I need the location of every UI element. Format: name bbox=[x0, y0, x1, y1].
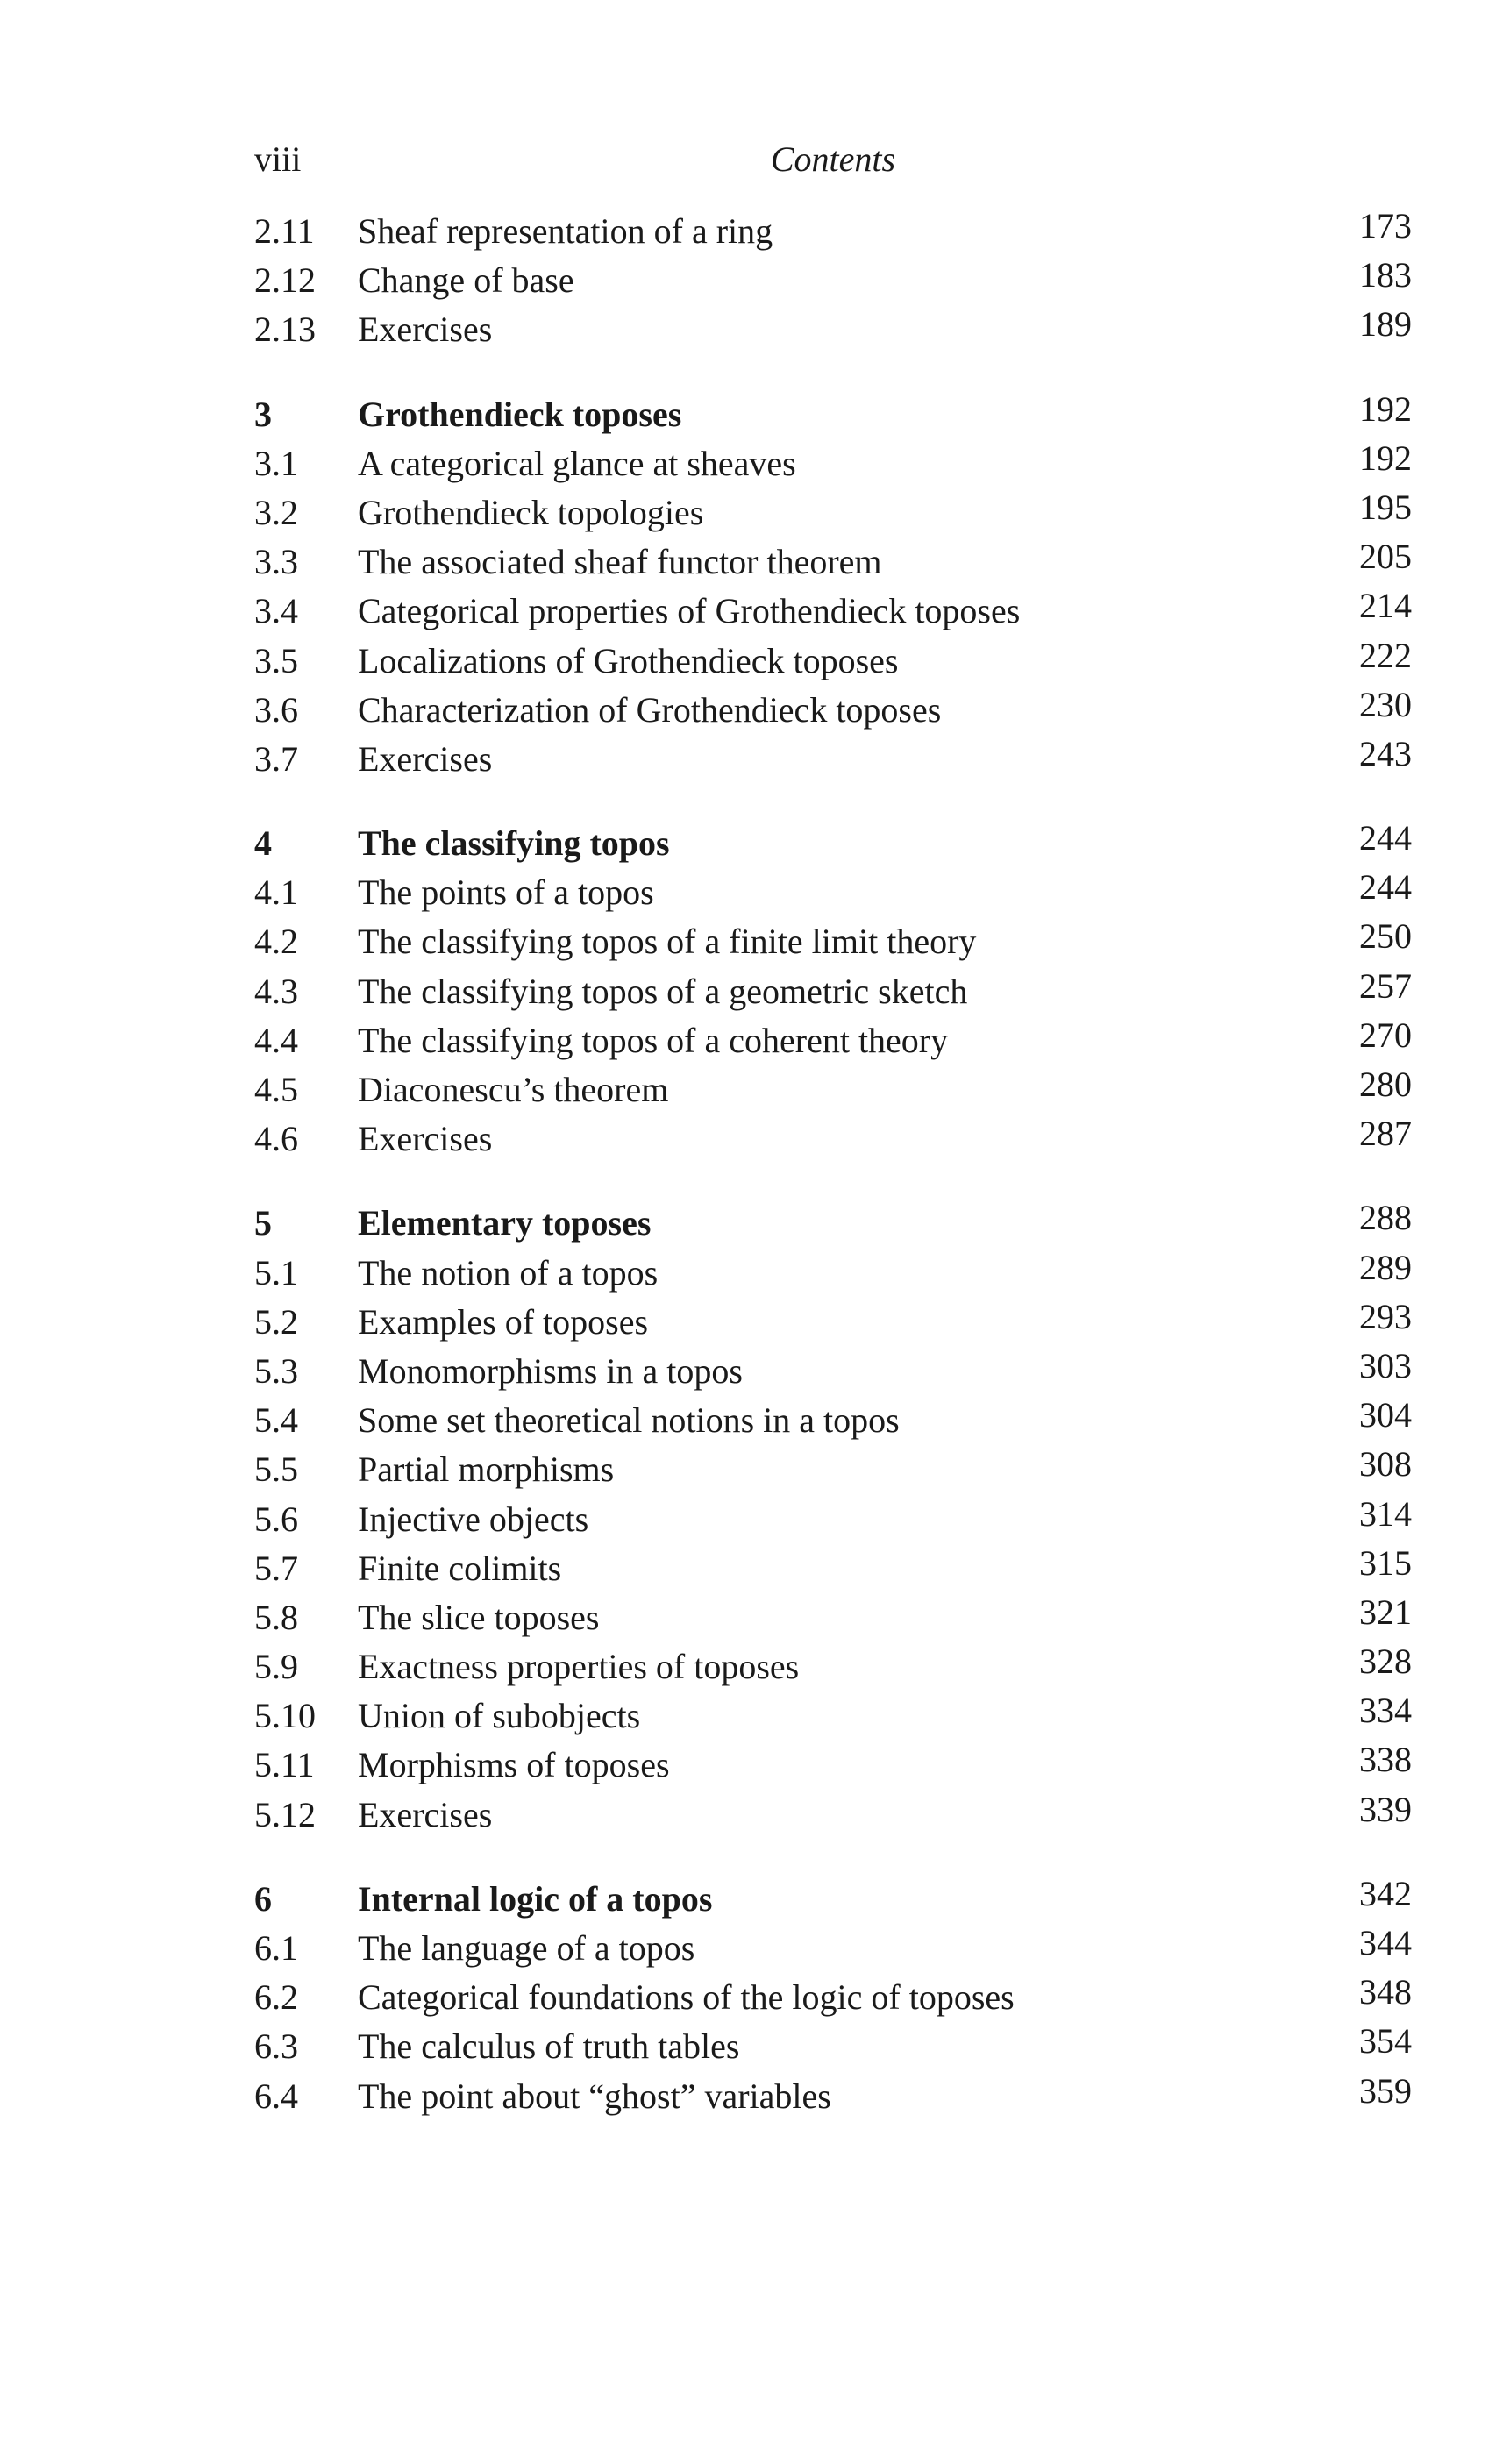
entry-page: 348 bbox=[1359, 1972, 1412, 2012]
toc-section-row bbox=[254, 488, 1412, 538]
entry-page: 173 bbox=[1359, 206, 1412, 246]
entry-title: Change of base bbox=[358, 260, 574, 301]
toc-chapter-heading bbox=[254, 819, 1412, 868]
entry-title: Localizations of Grothendieck toposes bbox=[358, 640, 899, 680]
toc-section-row bbox=[254, 1347, 1412, 1396]
toc-section-row bbox=[254, 1249, 1412, 1298]
entry-page: 304 bbox=[1359, 1395, 1412, 1435]
toc-section-row bbox=[254, 1065, 1412, 1114]
entry-number: 5.9 bbox=[254, 1647, 298, 1687]
entry-title: The language of a topos bbox=[358, 1928, 695, 1968]
entry-page: 214 bbox=[1359, 586, 1412, 626]
entry-page: 303 bbox=[1359, 1345, 1412, 1385]
entry-title: Characterization of Grothendieck toposes bbox=[358, 689, 942, 730]
entry-title: Exercises bbox=[358, 1794, 493, 1834]
toc-section-row bbox=[254, 256, 1412, 305]
entry-page: 192 bbox=[1359, 388, 1412, 429]
entry-number: 4 bbox=[254, 823, 272, 864]
entry-number: 5 bbox=[254, 1203, 272, 1243]
entry-page: 308 bbox=[1359, 1444, 1412, 1485]
entry-title: Morphisms of toposes bbox=[358, 1745, 670, 1785]
entry-number: 5.2 bbox=[254, 1301, 298, 1342]
entry-number: 4.4 bbox=[254, 1020, 298, 1060]
entry-number: 5.5 bbox=[254, 1449, 298, 1490]
entry-title: The point about “ghost” variables bbox=[358, 2076, 831, 2116]
entry-page: 344 bbox=[1359, 1923, 1412, 1962]
entry-page: 243 bbox=[1359, 733, 1412, 773]
entry-number: 5.3 bbox=[254, 1350, 298, 1391]
toc-section-row bbox=[254, 1924, 1412, 1973]
entry-title: Elementary toposes bbox=[358, 1203, 652, 1243]
toc-section-row bbox=[254, 967, 1412, 1016]
entry-number: 4.1 bbox=[254, 872, 298, 913]
toc-chapter-heading bbox=[254, 1199, 1412, 1248]
entry-number: 6.4 bbox=[254, 2076, 298, 2116]
running-head bbox=[254, 139, 1412, 188]
entry-number: 3.2 bbox=[254, 492, 298, 532]
entry-page: 339 bbox=[1359, 1789, 1412, 1829]
entry-title: Exercises bbox=[358, 738, 493, 779]
toc-section-row bbox=[254, 735, 1412, 784]
entry-page: 359 bbox=[1359, 2070, 1412, 2111]
entry-number: 3.5 bbox=[254, 640, 298, 680]
entry-number: 5.11 bbox=[254, 1745, 315, 1785]
entry-page: 270 bbox=[1359, 1015, 1412, 1055]
entry-number: 5.10 bbox=[254, 1696, 316, 1736]
entry-page: 315 bbox=[1359, 1542, 1412, 1583]
entry-title: Monomorphisms in a topos bbox=[358, 1350, 743, 1391]
entry-number: 2.13 bbox=[254, 310, 316, 350]
entry-number: 3.7 bbox=[254, 738, 298, 779]
entry-page: 354 bbox=[1359, 2021, 1412, 2062]
toc-chapter bbox=[254, 390, 1412, 785]
entry-title: Exactness properties of toposes bbox=[358, 1647, 800, 1687]
entry-page: 183 bbox=[1359, 255, 1412, 296]
toc-section-row bbox=[254, 1396, 1412, 1445]
table-of-contents bbox=[254, 207, 1412, 2156]
entry-number: 5.1 bbox=[254, 1252, 298, 1293]
entry-title: Exercises bbox=[358, 1119, 493, 1159]
entry-title: Injective objects bbox=[358, 1499, 589, 1539]
toc-section-row bbox=[254, 868, 1412, 917]
entry-page: 321 bbox=[1359, 1592, 1412, 1632]
toc-chapter-heading bbox=[254, 1875, 1412, 1924]
toc-chapter bbox=[254, 207, 1412, 355]
entry-title: Categorical foundations of the logic of toposes bbox=[358, 1977, 1015, 2018]
entry-page: 205 bbox=[1359, 537, 1412, 577]
toc-section-row bbox=[254, 1544, 1412, 1593]
entry-page: 250 bbox=[1359, 916, 1412, 957]
entry-title: Grothendieck topologies bbox=[358, 492, 704, 532]
entry-number: 5.6 bbox=[254, 1499, 298, 1539]
entry-title: The calculus of truth tables bbox=[358, 2026, 740, 2067]
toc-section-row bbox=[254, 587, 1412, 636]
entry-title: The slice toposes bbox=[358, 1597, 600, 1637]
entry-number: 4.3 bbox=[254, 971, 298, 1011]
entry-title: The classifying topos of a geometric sketch bbox=[358, 971, 968, 1011]
toc-chapter bbox=[254, 1875, 1412, 2121]
entry-number: 6.3 bbox=[254, 2026, 298, 2067]
entry-number: 3.4 bbox=[254, 591, 298, 631]
entry-page: 288 bbox=[1359, 1198, 1412, 1238]
toc-section-row bbox=[254, 1741, 1412, 1790]
entry-title: Categorical properties of Grothendieck toposes bbox=[358, 591, 1021, 631]
entry-page: 280 bbox=[1359, 1065, 1412, 1104]
toc-section-row bbox=[254, 305, 1412, 354]
toc-chapter bbox=[254, 819, 1412, 1164]
entry-number: 6 bbox=[254, 1878, 272, 1919]
page-number: viii bbox=[254, 139, 302, 179]
toc-section-row bbox=[254, 1114, 1412, 1164]
entry-number: 6.2 bbox=[254, 1977, 298, 2018]
toc-chapter bbox=[254, 1199, 1412, 1839]
entry-page: 222 bbox=[1359, 635, 1412, 675]
entry-page: 244 bbox=[1359, 867, 1412, 908]
entry-page: 230 bbox=[1359, 684, 1412, 724]
entry-title: The classifying topos bbox=[358, 823, 670, 864]
entry-title: Diaconescu’s theorem bbox=[358, 1070, 669, 1109]
entry-title: Union of subobjects bbox=[358, 1696, 641, 1736]
entry-title: The points of a topos bbox=[358, 872, 654, 913]
toc-section-row bbox=[254, 439, 1412, 488]
entry-title: The notion of a topos bbox=[358, 1252, 659, 1293]
toc-section-row bbox=[254, 2072, 1412, 2121]
toc-chapter-heading bbox=[254, 390, 1412, 439]
toc-section-row bbox=[254, 1691, 1412, 1741]
toc-section-row bbox=[254, 1016, 1412, 1065]
toc-section-row bbox=[254, 2022, 1412, 2071]
toc-section-row bbox=[254, 1973, 1412, 2022]
entry-number: 5.12 bbox=[254, 1794, 316, 1834]
entry-title: A categorical glance at sheaves bbox=[358, 443, 796, 483]
entry-title: Sheaf representation of a ring bbox=[358, 211, 773, 251]
entry-page: 192 bbox=[1359, 438, 1412, 478]
entry-page: 338 bbox=[1359, 1740, 1412, 1780]
entry-page: 314 bbox=[1359, 1493, 1412, 1534]
toc-section-row bbox=[254, 1298, 1412, 1347]
entry-title: The classifying topos of a coherent theory bbox=[358, 1020, 949, 1060]
entry-page: 334 bbox=[1359, 1691, 1412, 1731]
entry-title: Internal logic of a topos bbox=[358, 1878, 713, 1919]
toc-section-row bbox=[254, 917, 1412, 966]
entry-title: Partial morphisms bbox=[358, 1449, 615, 1490]
entry-number: 3.3 bbox=[254, 542, 298, 582]
entry-title: Finite colimits bbox=[358, 1548, 562, 1588]
entry-title: The classifying topos of a finite limit theory bbox=[358, 922, 977, 962]
entry-page: 257 bbox=[1359, 965, 1412, 1006]
entry-number: 5.4 bbox=[254, 1400, 298, 1441]
toc-section-row bbox=[254, 1593, 1412, 1642]
toc-section-row bbox=[254, 538, 1412, 587]
entry-number: 3 bbox=[254, 394, 272, 434]
entry-page: 195 bbox=[1359, 487, 1412, 527]
entry-page: 244 bbox=[1359, 818, 1412, 858]
toc-section-row bbox=[254, 1495, 1412, 1544]
entry-title: The associated sheaf functor theorem bbox=[358, 542, 882, 582]
entry-title: Grothendieck toposes bbox=[358, 394, 682, 434]
entry-page: 328 bbox=[1359, 1641, 1412, 1682]
entry-number: 6.1 bbox=[254, 1928, 298, 1968]
toc-section-row bbox=[254, 207, 1412, 256]
entry-number: 4.6 bbox=[254, 1119, 298, 1159]
toc-section-row bbox=[254, 1642, 1412, 1691]
entry-page: 293 bbox=[1359, 1296, 1412, 1336]
entry-page: 287 bbox=[1359, 1114, 1412, 1154]
toc-section-row bbox=[254, 637, 1412, 686]
running-title: Contents bbox=[770, 139, 896, 179]
toc-section-row bbox=[254, 686, 1412, 735]
entry-number: 3.6 bbox=[254, 689, 298, 730]
entry-number: 2.12 bbox=[254, 260, 316, 301]
entry-number: 4.5 bbox=[254, 1070, 298, 1109]
toc-section-row bbox=[254, 1445, 1412, 1494]
entry-title: Some set theoretical notions in a topos bbox=[358, 1400, 900, 1441]
entry-number: 5.8 bbox=[254, 1597, 298, 1637]
toc-section-row bbox=[254, 1791, 1412, 1840]
entry-number: 4.2 bbox=[254, 922, 298, 962]
entry-page: 289 bbox=[1359, 1247, 1412, 1287]
entry-page: 342 bbox=[1359, 1873, 1412, 1913]
entry-page: 189 bbox=[1359, 304, 1412, 345]
entry-number: 5.7 bbox=[254, 1548, 298, 1588]
entry-title: Exercises bbox=[358, 310, 493, 350]
entry-title: Examples of toposes bbox=[358, 1301, 649, 1342]
entry-number: 2.11 bbox=[254, 211, 315, 251]
entry-number: 3.1 bbox=[254, 443, 298, 483]
